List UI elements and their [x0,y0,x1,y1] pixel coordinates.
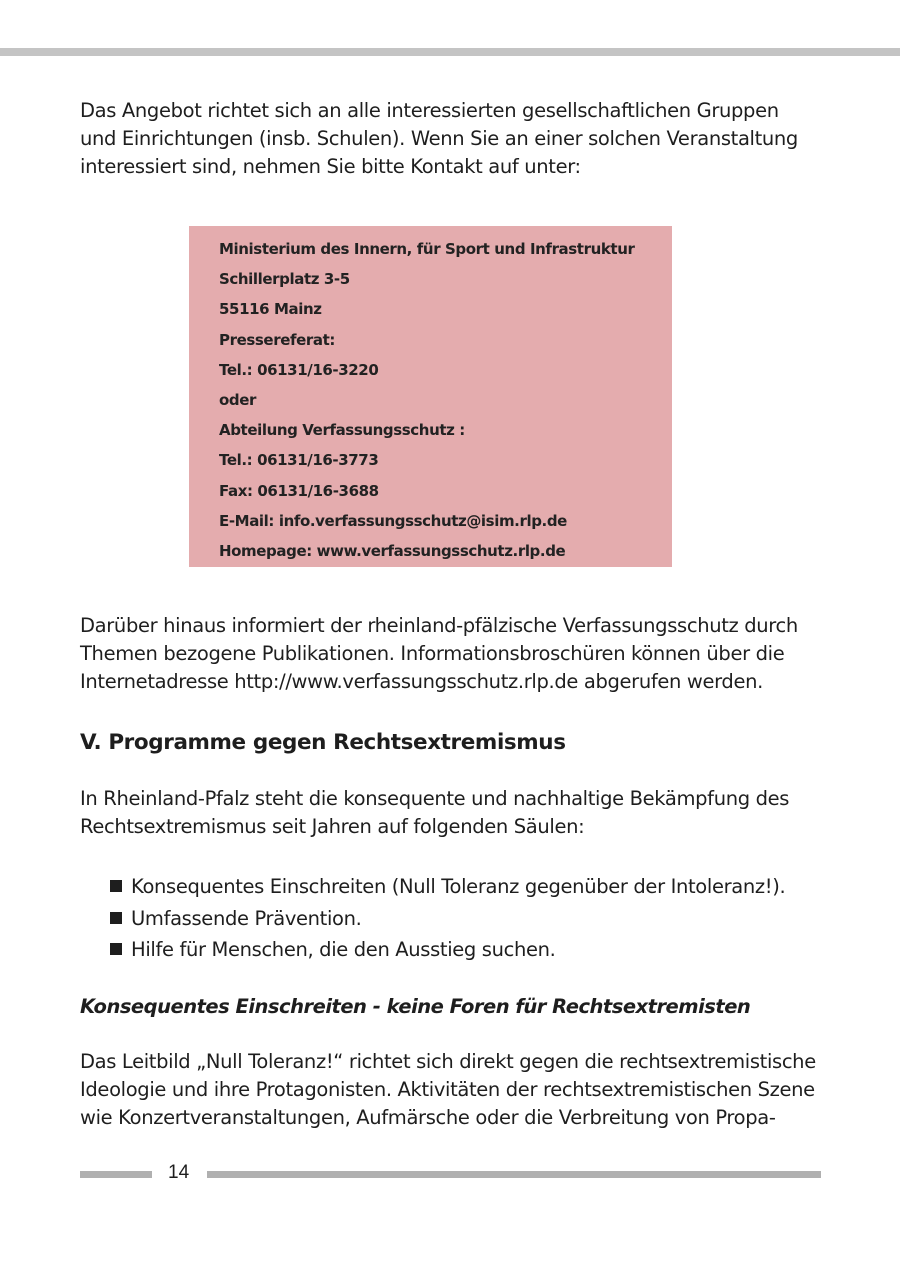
header-rule [0,48,900,56]
leitbild-line: Ideologie und ihre Protagonisten. Aktivitäten der rechtsextremistischen Szene [80,1078,815,1101]
publications-line: Darüber hinaus informiert der rheinland-pfälzische Verfassungsschutz durch [80,614,798,637]
list-item-text: Umfassende Prävention. [131,906,362,930]
contact-city: 55116 Mainz [219,300,322,319]
square-bullet-icon [110,912,122,924]
contact-homepage: Homepage: www.verfassungsschutz.rlp.de [219,542,566,561]
section-intro-paragraph [80,785,840,841]
footer-rule-right [207,1171,821,1178]
contact-ministry: Ministerium des Innern, für Sport und Infrastruktur [219,240,635,258]
leitbild-paragraph [80,1048,840,1132]
contact-or: oder [219,391,257,410]
footer-rule-left [80,1171,152,1178]
leitbild-line: wie Konzertveranstaltungen, Aufmärsche oder die Verbreitung von Propa- [80,1106,776,1129]
publications-paragraph [80,612,840,696]
section-intro-line: In Rheinland-Pfalz steht die konsequente und nachhaltige Bekämpfung des [80,787,790,810]
list-item [110,903,785,935]
intro-paragraph [80,97,840,181]
pillars-list [110,871,785,966]
intro-line: interessiert sind, nehmen Sie bitte Kontakt auf unter: [80,155,581,178]
contact-department-phone: Tel.: 06131/16-3773 [219,451,379,470]
publications-line: Internetadresse http://www.verfassungsschutz.rlp.de abgerufen werden. [80,670,763,693]
contact-box [189,226,672,567]
contact-press-office: Pressereferat: [219,330,335,349]
list-item [110,934,785,966]
leitbild-line: Das Leitbild „Null Toleranz!“ richtet sich direkt gegen die rechtsextremistische [80,1050,816,1073]
list-item-text: Hilfe für Menschen, die den Ausstieg suchen. [131,938,556,961]
square-bullet-icon [110,943,122,955]
contact-street: Schillerplatz 3-5 [219,270,350,289]
subsection-heading: Konsequentes Einschreiten - keine Foren für Rechtsextremisten [80,995,751,1018]
intro-line: und Einrichtungen (insb. Schulen). Wenn Sie an einer solchen Veranstaltung [80,127,798,150]
square-bullet-icon [110,880,122,892]
contact-department: Abteilung Verfassungsschutz : [219,421,465,440]
list-item-text: Konsequentes Einschreiten (Null Toleranz gegenüber der Intoleranz!). [131,875,786,898]
publications-line: Themen bezogene Publikationen. Informationsbroschüren können über die [80,642,785,665]
section-heading: V. Programme gegen Rechtsextremismus [80,730,566,755]
contact-email: E-Mail: info.verfassungsschutz@isim.rlp.de [219,511,567,530]
contact-fax: Fax: 06131/16-3688 [219,481,379,500]
contact-press-phone: Tel.: 06131/16-3220 [219,360,379,379]
section-intro-line: Rechtsextremismus seit Jahren auf folgenden Säulen: [80,815,585,838]
list-item [110,871,785,903]
page-number: 14 [168,1162,190,1183]
intro-line: Das Angebot richtet sich an alle interessierten gesellschaftlichen Gruppen [80,99,779,122]
